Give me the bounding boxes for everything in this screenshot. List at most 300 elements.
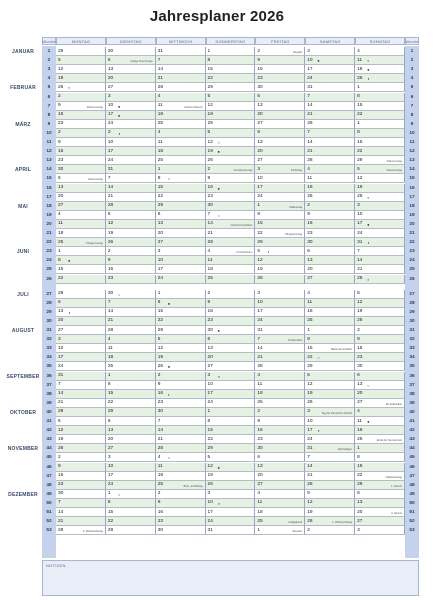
day-cell[interactable]: [56, 526, 106, 535]
day-cell[interactable]: [206, 290, 256, 299]
day-cell[interactable]: [56, 47, 106, 56]
day-cell[interactable]: [56, 481, 106, 490]
day-cell[interactable]: [56, 256, 106, 265]
day-cell[interactable]: [156, 372, 206, 381]
day-cell[interactable]: [305, 308, 355, 317]
day-cell[interactable]: [206, 353, 256, 362]
day-cell[interactable]: [206, 256, 256, 265]
day-cell[interactable]: [56, 74, 106, 83]
day-cell[interactable]: [156, 275, 206, 284]
day-cell[interactable]: [305, 444, 355, 453]
day-cell[interactable]: [206, 129, 256, 138]
day-cell[interactable]: [156, 165, 206, 174]
day-cell[interactable]: [305, 102, 355, 111]
day-cell[interactable]: [56, 299, 106, 308]
day-cell[interactable]: [355, 317, 405, 326]
day-cell[interactable]: [156, 265, 206, 274]
day-cell[interactable]: [206, 335, 256, 344]
day-cell[interactable]: [305, 47, 355, 56]
day-cell[interactable]: [56, 102, 106, 111]
day-cell[interactable]: [355, 93, 405, 102]
day-cell[interactable]: [355, 444, 405, 453]
day-cell[interactable]: [56, 344, 106, 353]
day-cell[interactable]: [106, 335, 156, 344]
day-cell[interactable]: [106, 120, 156, 129]
day-cell[interactable]: [206, 372, 256, 381]
day-cell[interactable]: [355, 74, 405, 83]
day-cell[interactable]: [206, 229, 256, 238]
day-cell[interactable]: [106, 490, 156, 499]
day-cell[interactable]: [206, 275, 256, 284]
day-cell[interactable]: [56, 65, 106, 74]
day-cell[interactable]: [305, 353, 355, 362]
day-cell[interactable]: [255, 56, 305, 65]
day-cell[interactable]: [106, 275, 156, 284]
day-cell[interactable]: [56, 426, 106, 435]
day-cell[interactable]: [206, 93, 256, 102]
day-cell[interactable]: [355, 481, 405, 490]
day-cell[interactable]: [106, 299, 156, 308]
day-cell[interactable]: [106, 247, 156, 256]
day-cell[interactable]: [255, 526, 305, 535]
day-cell[interactable]: [156, 381, 206, 390]
day-cell[interactable]: [355, 120, 405, 129]
day-cell[interactable]: [255, 399, 305, 408]
day-cell[interactable]: [255, 265, 305, 274]
day-cell[interactable]: [206, 390, 256, 399]
day-cell[interactable]: [255, 275, 305, 284]
day-cell[interactable]: [56, 463, 106, 472]
day-cell[interactable]: [255, 481, 305, 490]
day-cell[interactable]: [106, 147, 156, 156]
day-cell[interactable]: [355, 265, 405, 274]
day-cell[interactable]: [355, 399, 405, 408]
day-cell[interactable]: [56, 435, 106, 444]
day-cell[interactable]: [305, 517, 355, 526]
day-cell[interactable]: [156, 472, 206, 481]
day-cell[interactable]: [355, 47, 405, 56]
day-cell[interactable]: [106, 256, 156, 265]
day-cell[interactable]: [355, 211, 405, 220]
day-cell[interactable]: [106, 344, 156, 353]
day-cell[interactable]: [156, 47, 206, 56]
day-cell[interactable]: [255, 93, 305, 102]
day-cell[interactable]: [255, 508, 305, 517]
day-cell[interactable]: [255, 362, 305, 371]
day-cell[interactable]: [255, 453, 305, 462]
day-cell[interactable]: [56, 508, 106, 517]
day-cell[interactable]: [305, 238, 355, 247]
day-cell[interactable]: [56, 238, 106, 247]
day-cell[interactable]: [305, 481, 355, 490]
day-cell[interactable]: [56, 381, 106, 390]
day-cell[interactable]: [305, 490, 355, 499]
day-cell[interactable]: [106, 453, 156, 462]
day-cell[interactable]: [255, 256, 305, 265]
day-cell[interactable]: [355, 83, 405, 92]
day-cell[interactable]: [305, 56, 355, 65]
day-cell[interactable]: [56, 83, 106, 92]
day-cell[interactable]: [106, 508, 156, 517]
day-cell[interactable]: [56, 202, 106, 211]
day-cell[interactable]: [206, 463, 256, 472]
day-cell[interactable]: [206, 156, 256, 165]
day-cell[interactable]: [255, 417, 305, 426]
day-cell[interactable]: [156, 508, 206, 517]
day-cell[interactable]: [56, 193, 106, 202]
day-cell[interactable]: [106, 353, 156, 362]
day-cell[interactable]: [206, 499, 256, 508]
day-cell[interactable]: [305, 499, 355, 508]
day-cell[interactable]: [106, 435, 156, 444]
day-cell[interactable]: [305, 399, 355, 408]
day-cell[interactable]: [56, 211, 106, 220]
day-cell[interactable]: [355, 56, 405, 65]
day-cell[interactable]: [106, 47, 156, 56]
day-cell[interactable]: [156, 317, 206, 326]
day-cell[interactable]: [355, 453, 405, 462]
day-cell[interactable]: [206, 65, 256, 74]
day-cell[interactable]: [106, 381, 156, 390]
day-cell[interactable]: [355, 138, 405, 147]
day-cell[interactable]: [255, 290, 305, 299]
day-cell[interactable]: [56, 390, 106, 399]
day-cell[interactable]: [255, 83, 305, 92]
day-cell[interactable]: [355, 326, 405, 335]
day-cell[interactable]: [106, 129, 156, 138]
day-cell[interactable]: [355, 229, 405, 238]
day-cell[interactable]: [56, 472, 106, 481]
day-cell[interactable]: [206, 517, 256, 526]
day-cell[interactable]: [255, 65, 305, 74]
day-cell[interactable]: [355, 463, 405, 472]
day-cell[interactable]: [305, 435, 355, 444]
day-cell[interactable]: [255, 238, 305, 247]
day-cell[interactable]: [156, 102, 206, 111]
day-cell[interactable]: [255, 472, 305, 481]
day-cell[interactable]: [156, 463, 206, 472]
day-cell[interactable]: [355, 381, 405, 390]
day-cell[interactable]: [56, 453, 106, 462]
day-cell[interactable]: [56, 56, 106, 65]
day-cell[interactable]: [206, 453, 256, 462]
day-cell[interactable]: [106, 102, 156, 111]
day-cell[interactable]: [305, 256, 355, 265]
day-cell[interactable]: [106, 308, 156, 317]
day-cell[interactable]: [355, 193, 405, 202]
day-cell[interactable]: [56, 408, 106, 417]
day-cell[interactable]: [156, 299, 206, 308]
day-cell[interactable]: [255, 490, 305, 499]
day-cell[interactable]: [56, 184, 106, 193]
day-cell[interactable]: [255, 220, 305, 229]
day-cell[interactable]: [305, 290, 355, 299]
day-cell[interactable]: [206, 381, 256, 390]
day-cell[interactable]: [355, 517, 405, 526]
day-cell[interactable]: [106, 202, 156, 211]
day-cell[interactable]: [156, 490, 206, 499]
day-cell[interactable]: [305, 229, 355, 238]
day-cell[interactable]: [56, 353, 106, 362]
day-cell[interactable]: [156, 362, 206, 371]
day-cell[interactable]: [355, 508, 405, 517]
day-cell[interactable]: [206, 211, 256, 220]
day-cell[interactable]: [156, 93, 206, 102]
day-cell[interactable]: [305, 174, 355, 183]
day-cell[interactable]: [156, 174, 206, 183]
day-cell[interactable]: [206, 102, 256, 111]
day-cell[interactable]: [255, 372, 305, 381]
day-cell[interactable]: [255, 184, 305, 193]
day-cell[interactable]: [305, 265, 355, 274]
day-cell[interactable]: [106, 408, 156, 417]
day-cell[interactable]: [106, 193, 156, 202]
day-cell[interactable]: [255, 74, 305, 83]
day-cell[interactable]: [355, 472, 405, 481]
day-cell[interactable]: [355, 238, 405, 247]
day-cell[interactable]: [305, 317, 355, 326]
day-cell[interactable]: [106, 463, 156, 472]
day-cell[interactable]: [206, 74, 256, 83]
day-cell[interactable]: [156, 399, 206, 408]
day-cell[interactable]: [156, 83, 206, 92]
day-cell[interactable]: [255, 444, 305, 453]
day-cell[interactable]: [355, 362, 405, 371]
day-cell[interactable]: [206, 83, 256, 92]
day-cell[interactable]: [206, 220, 256, 229]
day-cell[interactable]: [106, 265, 156, 274]
day-cell[interactable]: [255, 435, 305, 444]
day-cell[interactable]: [305, 390, 355, 399]
day-cell[interactable]: [355, 390, 405, 399]
day-cell[interactable]: [305, 453, 355, 462]
day-cell[interactable]: [355, 344, 405, 353]
day-cell[interactable]: [255, 120, 305, 129]
day-cell[interactable]: [206, 490, 256, 499]
day-cell[interactable]: [255, 229, 305, 238]
day-cell[interactable]: [106, 526, 156, 535]
day-cell[interactable]: [106, 111, 156, 120]
day-cell[interactable]: [56, 247, 106, 256]
day-cell[interactable]: [255, 165, 305, 174]
day-cell[interactable]: [106, 229, 156, 238]
day-cell[interactable]: [156, 238, 206, 247]
day-cell[interactable]: [206, 120, 256, 129]
day-cell[interactable]: [355, 435, 405, 444]
day-cell[interactable]: [106, 481, 156, 490]
day-cell[interactable]: [156, 453, 206, 462]
day-cell[interactable]: [106, 362, 156, 371]
day-cell[interactable]: [255, 499, 305, 508]
day-cell[interactable]: [255, 408, 305, 417]
day-cell[interactable]: [305, 93, 355, 102]
day-cell[interactable]: [156, 156, 206, 165]
day-cell[interactable]: [156, 353, 206, 362]
day-cell[interactable]: [305, 417, 355, 426]
day-cell[interactable]: [156, 481, 206, 490]
day-cell[interactable]: [305, 211, 355, 220]
day-cell[interactable]: [106, 517, 156, 526]
day-cell[interactable]: [305, 408, 355, 417]
day-cell[interactable]: [156, 74, 206, 83]
day-cell[interactable]: [255, 102, 305, 111]
day-cell[interactable]: [305, 372, 355, 381]
day-cell[interactable]: [106, 156, 156, 165]
day-cell[interactable]: [156, 193, 206, 202]
day-cell[interactable]: [206, 174, 256, 183]
day-cell[interactable]: [255, 247, 305, 256]
day-cell[interactable]: [305, 165, 355, 174]
day-cell[interactable]: [355, 308, 405, 317]
day-cell[interactable]: [56, 490, 106, 499]
day-cell[interactable]: [355, 256, 405, 265]
day-cell[interactable]: [255, 308, 305, 317]
day-cell[interactable]: [355, 202, 405, 211]
day-cell[interactable]: [56, 399, 106, 408]
day-cell[interactable]: [206, 247, 256, 256]
day-cell[interactable]: [305, 472, 355, 481]
day-cell[interactable]: [56, 499, 106, 508]
day-cell[interactable]: [305, 184, 355, 193]
day-cell[interactable]: [355, 526, 405, 535]
day-cell[interactable]: [305, 111, 355, 120]
day-cell[interactable]: [56, 165, 106, 174]
notes-area[interactable]: [42, 560, 419, 596]
day-cell[interactable]: [305, 202, 355, 211]
day-cell[interactable]: [156, 229, 206, 238]
day-cell[interactable]: [305, 362, 355, 371]
day-cell[interactable]: [206, 111, 256, 120]
day-cell[interactable]: [305, 120, 355, 129]
day-cell[interactable]: [355, 156, 405, 165]
day-cell[interactable]: [206, 408, 256, 417]
day-cell[interactable]: [56, 308, 106, 317]
day-cell[interactable]: [305, 463, 355, 472]
day-cell[interactable]: [56, 111, 106, 120]
day-cell[interactable]: [106, 174, 156, 183]
day-cell[interactable]: [255, 335, 305, 344]
day-cell[interactable]: [355, 372, 405, 381]
day-cell[interactable]: [355, 102, 405, 111]
day-cell[interactable]: [255, 344, 305, 353]
day-cell[interactable]: [56, 138, 106, 147]
day-cell[interactable]: [56, 417, 106, 426]
day-cell[interactable]: [156, 517, 206, 526]
day-cell[interactable]: [106, 499, 156, 508]
day-cell[interactable]: [156, 120, 206, 129]
day-cell[interactable]: [206, 417, 256, 426]
day-cell[interactable]: [206, 326, 256, 335]
day-cell[interactable]: [56, 129, 106, 138]
day-cell[interactable]: [56, 335, 106, 344]
day-cell[interactable]: [305, 326, 355, 335]
day-cell[interactable]: [106, 74, 156, 83]
day-cell[interactable]: [106, 220, 156, 229]
day-cell[interactable]: [106, 390, 156, 399]
day-cell[interactable]: [305, 74, 355, 83]
day-cell[interactable]: [156, 211, 206, 220]
day-cell[interactable]: [355, 426, 405, 435]
day-cell[interactable]: [255, 390, 305, 399]
day-cell[interactable]: [355, 247, 405, 256]
day-cell[interactable]: [206, 362, 256, 371]
day-cell[interactable]: [106, 290, 156, 299]
day-cell[interactable]: [305, 156, 355, 165]
day-cell[interactable]: [305, 147, 355, 156]
day-cell[interactable]: [355, 65, 405, 74]
day-cell[interactable]: [355, 290, 405, 299]
day-cell[interactable]: [106, 165, 156, 174]
day-cell[interactable]: [305, 65, 355, 74]
day-cell[interactable]: [156, 56, 206, 65]
day-cell[interactable]: [355, 353, 405, 362]
day-cell[interactable]: [206, 56, 256, 65]
day-cell[interactable]: [156, 308, 206, 317]
day-cell[interactable]: [255, 353, 305, 362]
day-cell[interactable]: [106, 472, 156, 481]
day-cell[interactable]: [206, 138, 256, 147]
day-cell[interactable]: [156, 111, 206, 120]
day-cell[interactable]: [56, 290, 106, 299]
day-cell[interactable]: [156, 184, 206, 193]
day-cell[interactable]: [56, 317, 106, 326]
day-cell[interactable]: [255, 111, 305, 120]
day-cell[interactable]: [255, 193, 305, 202]
day-cell[interactable]: [156, 147, 206, 156]
day-cell[interactable]: [106, 238, 156, 247]
day-cell[interactable]: [305, 83, 355, 92]
day-cell[interactable]: [156, 290, 206, 299]
day-cell[interactable]: [206, 426, 256, 435]
day-cell[interactable]: [305, 275, 355, 284]
day-cell[interactable]: [305, 220, 355, 229]
day-cell[interactable]: [355, 184, 405, 193]
day-cell[interactable]: [255, 381, 305, 390]
day-cell[interactable]: [355, 129, 405, 138]
day-cell[interactable]: [206, 265, 256, 274]
day-cell[interactable]: [156, 426, 206, 435]
day-cell[interactable]: [355, 335, 405, 344]
day-cell[interactable]: [305, 381, 355, 390]
day-cell[interactable]: [106, 184, 156, 193]
day-cell[interactable]: [206, 526, 256, 535]
day-cell[interactable]: [156, 444, 206, 453]
day-cell[interactable]: [106, 83, 156, 92]
day-cell[interactable]: [106, 326, 156, 335]
day-cell[interactable]: [355, 299, 405, 308]
day-cell[interactable]: [355, 490, 405, 499]
day-cell[interactable]: [255, 202, 305, 211]
day-cell[interactable]: [106, 93, 156, 102]
day-cell[interactable]: [156, 499, 206, 508]
day-cell[interactable]: [255, 326, 305, 335]
day-cell[interactable]: [156, 326, 206, 335]
day-cell[interactable]: [106, 372, 156, 381]
day-cell[interactable]: [56, 275, 106, 284]
day-cell[interactable]: [206, 193, 256, 202]
day-cell[interactable]: [156, 65, 206, 74]
day-cell[interactable]: [56, 147, 106, 156]
day-cell[interactable]: [206, 202, 256, 211]
day-cell[interactable]: [355, 275, 405, 284]
day-cell[interactable]: [255, 426, 305, 435]
day-cell[interactable]: [255, 211, 305, 220]
day-cell[interactable]: [206, 238, 256, 247]
day-cell[interactable]: [305, 335, 355, 344]
day-cell[interactable]: [305, 426, 355, 435]
day-cell[interactable]: [156, 390, 206, 399]
day-cell[interactable]: [206, 344, 256, 353]
